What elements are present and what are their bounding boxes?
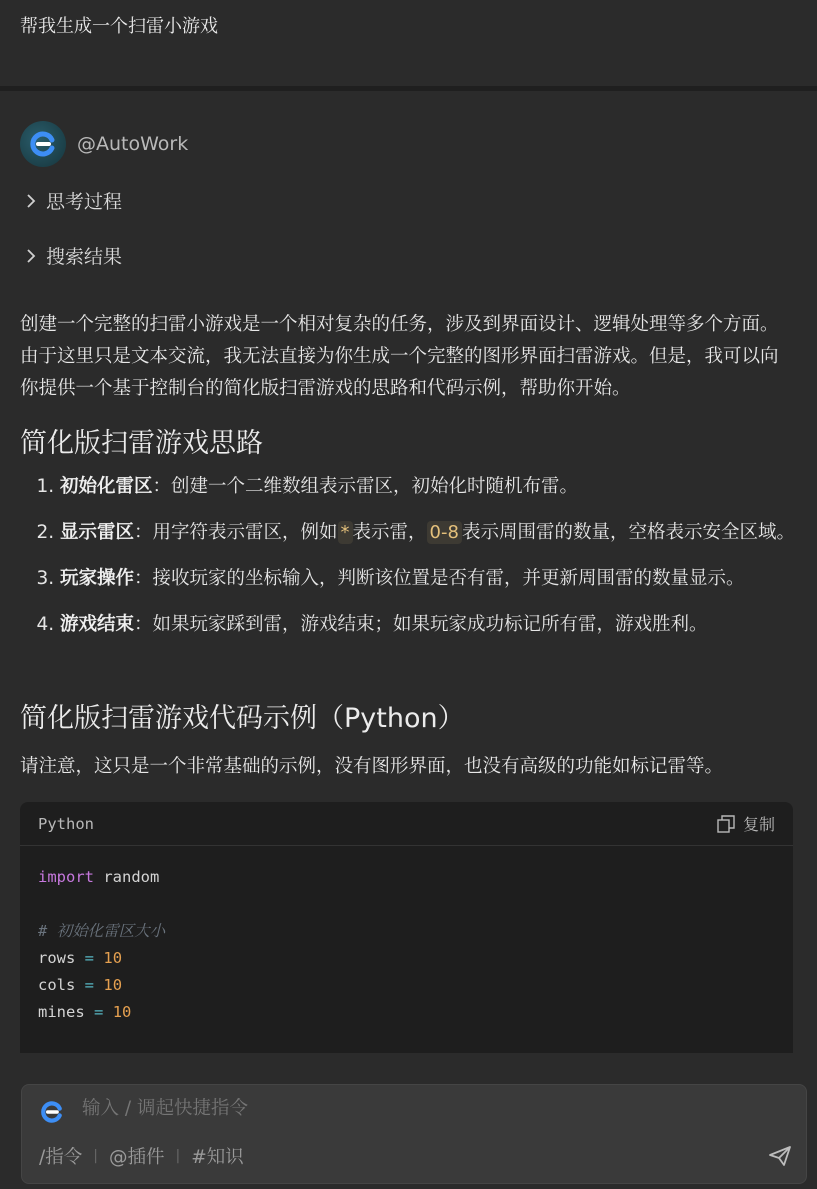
bot-name: @AutoWork xyxy=(77,133,189,155)
list-item xyxy=(60,471,817,503)
knowledge-shortcut[interactable]: #知识 xyxy=(191,1147,244,1168)
step-title: 玩家操作 xyxy=(60,568,135,589)
step-title: 初始化雷区 xyxy=(60,476,153,497)
thinking-process-toggle[interactable] xyxy=(22,187,122,214)
code-content: import random # 初始化雷区大小 rows = 10 cols = 10 mines = 10 xyxy=(38,868,166,1021)
send-icon[interactable] xyxy=(768,1145,792,1167)
assistant-logo-icon xyxy=(40,1100,64,1124)
chevron-right-icon xyxy=(22,193,40,209)
code-number: 10 xyxy=(103,949,123,967)
list-item xyxy=(60,609,817,641)
thinking-process-label: 思考过程 xyxy=(46,191,123,213)
search-results-toggle[interactable] xyxy=(22,242,122,269)
section-title-approach: 简化版扫雷游戏思路 xyxy=(20,428,263,459)
copy-button[interactable] xyxy=(716,812,775,835)
divider: | xyxy=(175,1148,181,1164)
divider: | xyxy=(93,1148,98,1164)
message-input[interactable] xyxy=(80,1097,734,1120)
code-comment: # 初始化雷区大小 xyxy=(38,922,166,940)
code-var: mines xyxy=(38,1003,85,1021)
code-number: 10 xyxy=(112,1003,132,1021)
composer xyxy=(21,1084,807,1184)
step-text: ：创建一个二维数组表示雷区，初始化时随机布雷。 xyxy=(152,476,579,497)
steps-list xyxy=(20,471,817,655)
code-var: cols xyxy=(38,976,76,994)
code-language: Python xyxy=(38,814,94,833)
step-text: 表示周围雷的数量，空格表示安全区域。 xyxy=(461,522,795,543)
plugin-shortcut[interactable]: @插件 xyxy=(108,1147,165,1168)
bot-avatar xyxy=(20,121,66,167)
step-text: ：用字符表示雷区，例如 xyxy=(134,522,338,543)
bot-header xyxy=(20,121,188,167)
user-message: 帮我生成一个扫雷小游戏 xyxy=(0,0,817,86)
inline-code: * xyxy=(338,521,353,544)
note-paragraph: 请注意，这只是一个非常基础的示例，没有图形界面，也没有高级的功能如标记雷等。 xyxy=(20,756,724,777)
code-text: random xyxy=(94,868,160,886)
step-title: 游戏结束 xyxy=(60,614,135,635)
copy-icon xyxy=(716,814,736,834)
inline-code: 0-8 xyxy=(427,521,462,544)
step-text: ：接收玩家的坐标输入，判断该位置是否有雷，并更新周围雷的数量显示。 xyxy=(134,568,745,589)
code-block xyxy=(20,802,793,1053)
intro-paragraph: 创建一个完整的扫雷小游戏是一个相对复杂的任务，涉及到界面设计、逻辑处理等多个方面。由于这里只是文本交流，我无法直接为你生成一个完整的图形界面扫雷游戏。但是，我可以向你提供一个基于控制台的简化版扫雷游戏的思路和代码示例，帮助你开始。 xyxy=(20,314,779,399)
chevron-right-icon xyxy=(22,248,40,264)
step-text: 表示雷， xyxy=(352,522,427,543)
code-keyword: import xyxy=(38,868,94,886)
code-var: rows xyxy=(38,949,76,967)
search-results-label: 搜索结果 xyxy=(46,246,123,268)
code-header xyxy=(20,802,793,846)
code-number: 10 xyxy=(103,976,123,994)
composer-shortcuts xyxy=(39,1143,244,1169)
copy-label: 复制 xyxy=(742,815,775,834)
bot-logo-icon xyxy=(29,130,57,158)
assistant-response xyxy=(0,91,817,1053)
section-title-code: 简化版扫雷游戏代码示例（Python） xyxy=(20,703,465,734)
step-title: 显示雷区 xyxy=(60,522,135,543)
list-item xyxy=(60,563,817,595)
step-text: ：如果玩家踩到雷，游戏结束；如果玩家成功标记所有雷，游戏胜利。 xyxy=(134,614,708,635)
command-shortcut[interactable]: /指令 xyxy=(39,1147,83,1168)
list-item xyxy=(60,517,817,549)
